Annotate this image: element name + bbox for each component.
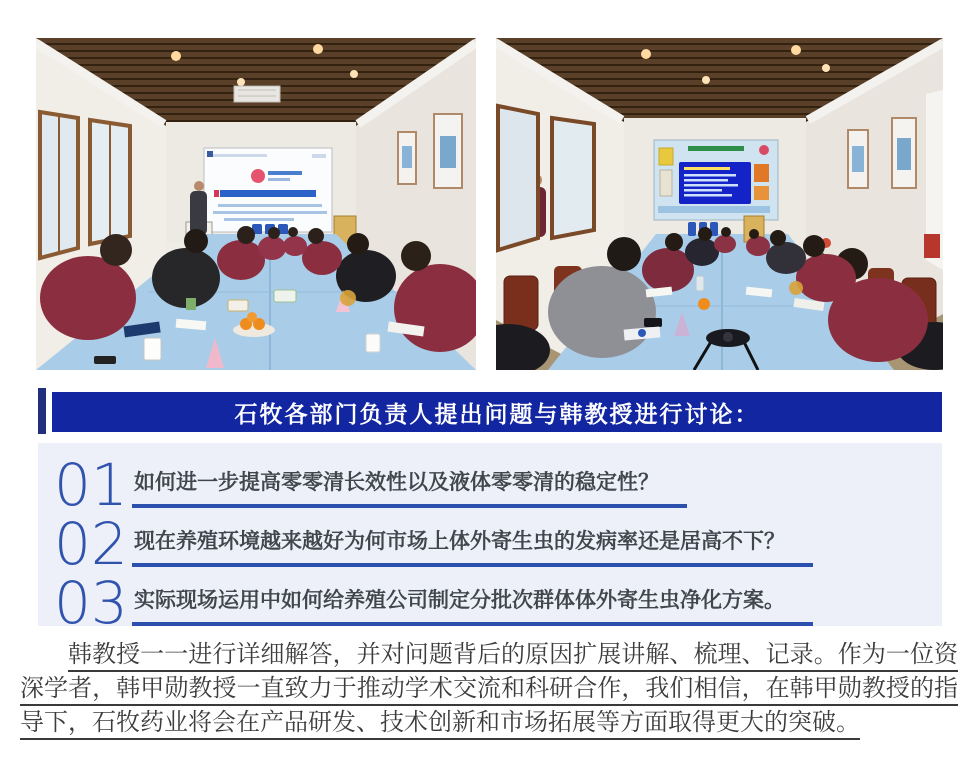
meeting-photo-left[interactable] xyxy=(36,38,476,370)
summary-paragraph: 韩教授一一进行详细解答，并对问题背后的原因扩展讲解、梳理、记录。作为一位资深学者，韩甲勋教授一直致力于推动学术交流和科研合作，我们相信，在韩甲勋教授的指导下，石牧药业将会在产品研发、技术创新和市场拓展等方面取得更大的突破。 xyxy=(20,641,958,736)
header-accent-bar xyxy=(38,388,46,434)
meeting-room-illustration-1 xyxy=(36,38,476,370)
question-item-3 xyxy=(38,567,942,637)
question-text-3: 实际现场运用中如何给养殖公司制定分批次群体体外寄生虫净化方案。 xyxy=(132,584,813,626)
question-number-1: 01 xyxy=(54,450,128,519)
meeting-photo-right[interactable] xyxy=(496,38,943,370)
question-text-2: 现在养殖环境越来越好为何市场上体外寄生虫的发病率还是居高不下？ xyxy=(132,525,813,567)
question-item-2 xyxy=(38,508,942,578)
section-header xyxy=(38,392,942,432)
question-item-1 xyxy=(38,449,942,519)
question-panel xyxy=(38,443,942,637)
question-number-2: 02 xyxy=(54,509,128,578)
photo-row xyxy=(36,38,978,370)
meeting-room-illustration-2 xyxy=(496,38,943,370)
question-number-3: 03 xyxy=(54,568,128,637)
section-title: 石牧各部门负责人提出问题与韩教授进行讨论： xyxy=(234,400,760,427)
question-text-1: 如何进一步提高零零清长效性以及液体零零清的稳定性？ xyxy=(132,466,687,508)
header-banner xyxy=(52,392,942,432)
